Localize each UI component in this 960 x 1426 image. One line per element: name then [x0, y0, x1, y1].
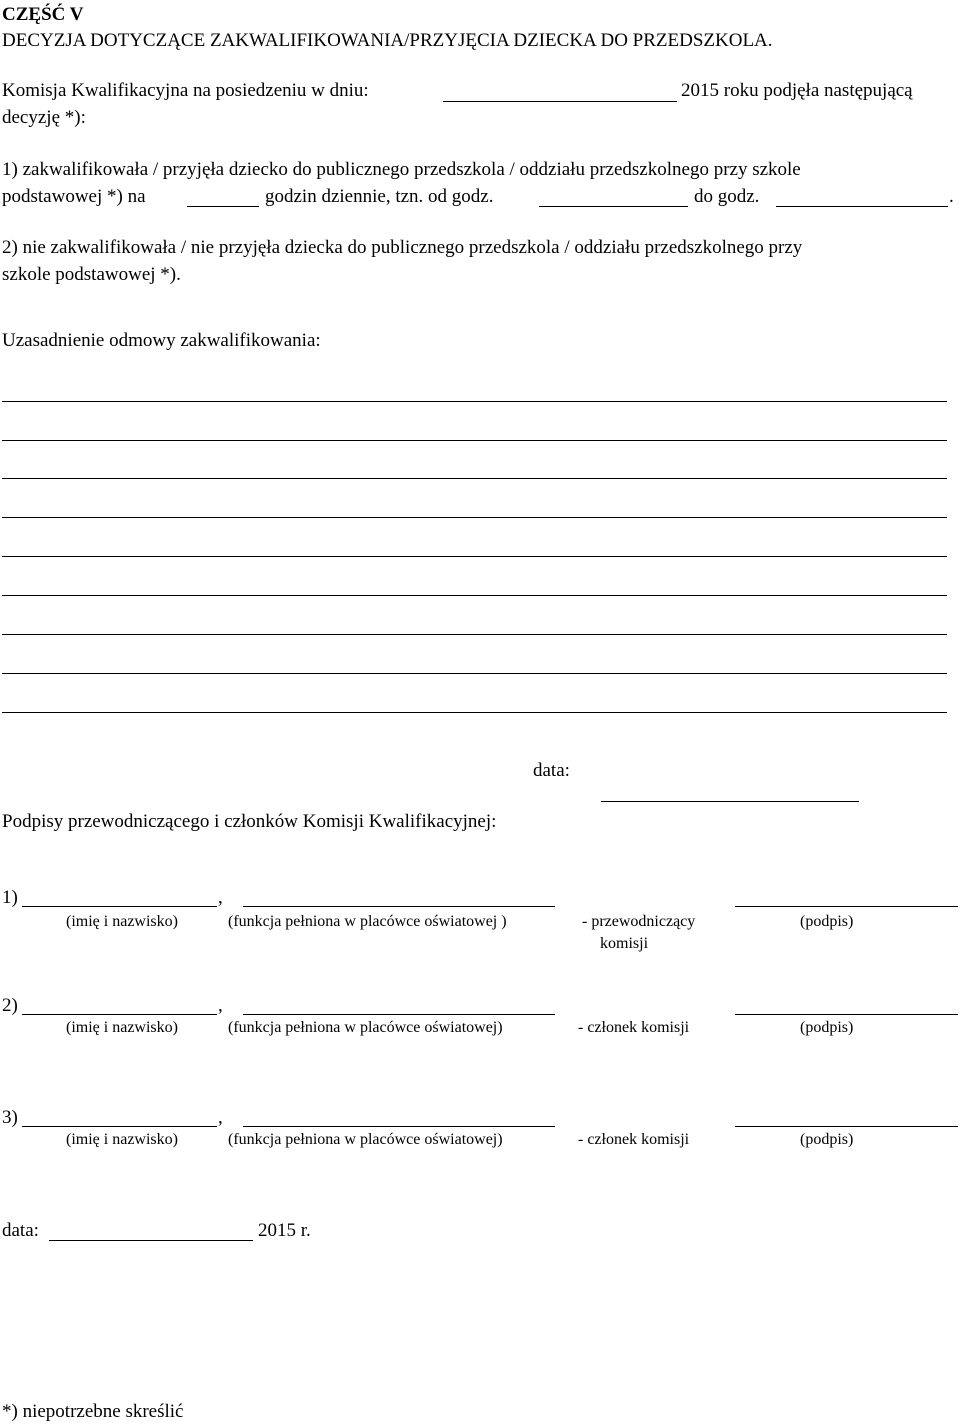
- member-signature-field[interactable]: [735, 906, 958, 907]
- justification-label: Uzasadnienie odmowy zakwalifikowania:: [2, 330, 321, 351]
- member-name-field[interactable]: [22, 906, 217, 907]
- justification-line[interactable]: [2, 673, 947, 674]
- final-date-year: 2015 r.: [258, 1220, 311, 1241]
- footnote: *) niepotrzebne skreślić: [2, 1401, 184, 1422]
- signature-caption: (podpis): [800, 1019, 854, 1036]
- member-number: 2): [2, 995, 18, 1016]
- option2-line2: szkole podstawowej *).: [2, 264, 181, 285]
- intro-suffix: 2015 roku podjęła następującą: [681, 80, 913, 101]
- meeting-date-field[interactable]: [443, 101, 677, 102]
- to-hour-field[interactable]: [776, 206, 948, 207]
- justification-line[interactable]: [2, 712, 947, 713]
- member-function-field[interactable]: [243, 1126, 555, 1127]
- justification-line[interactable]: [2, 634, 947, 635]
- comma: ,: [218, 995, 223, 1016]
- justification-line[interactable]: [2, 556, 947, 557]
- member-function-field[interactable]: [243, 906, 555, 907]
- name-caption: (imię i nazwisko): [66, 913, 178, 930]
- hours-count-field[interactable]: [187, 206, 259, 207]
- comma: ,: [218, 887, 223, 908]
- option1-hours-text: godzin dziennie, tzn. od godz.: [265, 186, 494, 207]
- justification-line[interactable]: [2, 401, 947, 402]
- signature-caption: (podpis): [800, 913, 854, 930]
- member-number: 1): [2, 887, 18, 908]
- option1-to-text: do godz.: [694, 186, 760, 207]
- member-name-field[interactable]: [22, 1014, 217, 1015]
- role-caption-line2: komisji: [600, 935, 649, 952]
- role-caption: - członek komisji: [578, 1019, 690, 1036]
- role-caption: - przewodniczący: [582, 913, 696, 930]
- signatures-heading: Podpisy przewodniczącego i członków Komisji Kwalifikacyjnej:: [2, 811, 497, 832]
- member-signature-field[interactable]: [735, 1126, 958, 1127]
- justification-line[interactable]: [2, 517, 947, 518]
- from-hour-field[interactable]: [539, 206, 688, 207]
- signature-caption: (podpis): [800, 1131, 854, 1148]
- part-label: CZĘŚĆ V: [2, 4, 84, 25]
- final-date-field[interactable]: [49, 1240, 253, 1241]
- option1-end: .: [949, 186, 954, 207]
- justification-line[interactable]: [2, 478, 947, 479]
- comma: ,: [218, 1107, 223, 1128]
- section-title: DECYZJA DOTYCZĄCE ZAKWALIFIKOWANIA/PRZYJĘCIA DZIECKA DO PRZEDSZKOLA.: [2, 30, 773, 51]
- final-date-label: data:: [2, 1220, 39, 1241]
- function-caption: (funkcja pełniona w placówce oświatowej): [228, 1131, 503, 1148]
- signature-date-field[interactable]: [601, 801, 859, 802]
- intro-prefix: Komisja Kwalifikacyjna na posiedzeniu w dniu:: [2, 80, 369, 101]
- option1-prefix: podstawowej *) na: [2, 186, 146, 207]
- member-signature-field[interactable]: [735, 1014, 958, 1015]
- option1-line1: 1) zakwalifikowała / przyjęła dziecko do publicznego przedszkola / oddziału przedszkolnego przy szkole: [2, 159, 801, 180]
- intro-line2: decyzję *):: [2, 107, 86, 128]
- justification-line[interactable]: [2, 595, 947, 596]
- member-number: 3): [2, 1107, 18, 1128]
- justification-line[interactable]: [2, 440, 947, 441]
- role-caption: - członek komisji: [578, 1131, 690, 1148]
- member-name-field[interactable]: [22, 1126, 217, 1127]
- function-caption: (funkcja pełniona w placówce oświatowej ): [228, 913, 507, 930]
- signature-date-label: data:: [533, 760, 570, 781]
- option2-line1: 2) nie zakwalifikowała / nie przyjęła dziecka do publicznego przedszkola / oddziału przedszkolnego przy: [2, 237, 803, 258]
- function-caption: (funkcja pełniona w placówce oświatowej): [228, 1019, 503, 1036]
- name-caption: (imię i nazwisko): [66, 1019, 178, 1036]
- name-caption: (imię i nazwisko): [66, 1131, 178, 1148]
- member-function-field[interactable]: [243, 1014, 555, 1015]
